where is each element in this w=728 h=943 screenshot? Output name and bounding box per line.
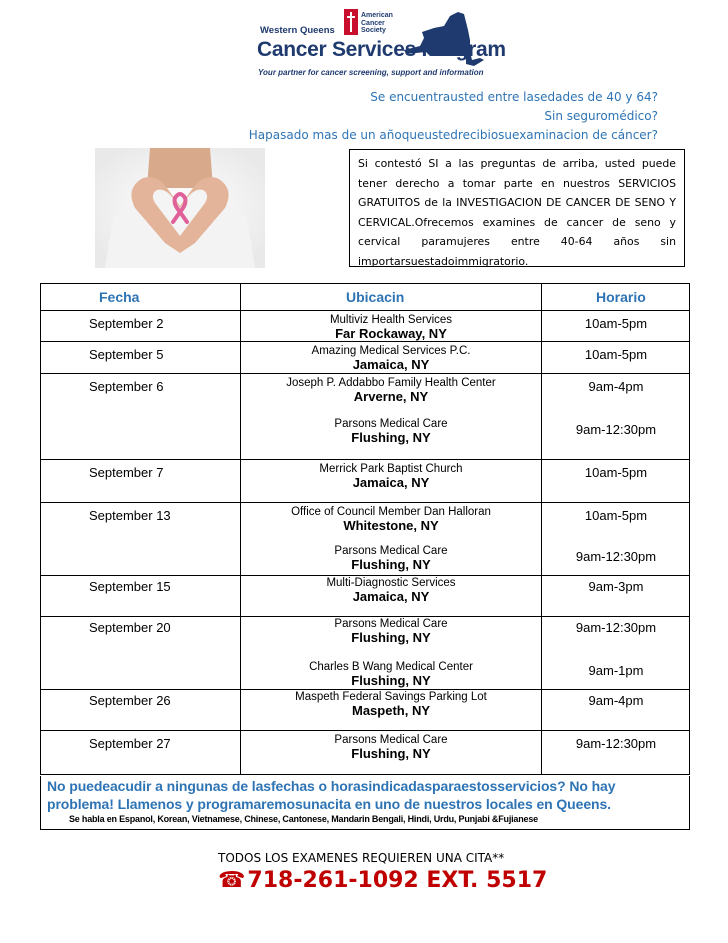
table-row xyxy=(40,576,690,617)
site-name: Parsons Medical Care xyxy=(334,618,448,630)
site-city: Maspeth, NY xyxy=(351,703,430,718)
row-time: 9am-12:30pm xyxy=(575,736,657,751)
row-date: September 20 xyxy=(89,620,171,635)
question-last-exam: Hapasado mas de un añoqueustedrecibiosuexaminacion de cáncer? xyxy=(248,128,658,142)
row-date: September 7 xyxy=(89,465,164,480)
site-name: Joseph P. Addabbo Family Health Center xyxy=(286,377,496,389)
row-location xyxy=(241,418,541,445)
row-location xyxy=(241,545,541,572)
row-time: 9am-12:30pm xyxy=(575,422,657,437)
table-row xyxy=(40,311,690,342)
program-tagline: Your partner for cancer screening, support and information xyxy=(258,68,484,77)
site-city: Flushing, NY xyxy=(351,557,431,572)
row-location xyxy=(241,618,541,645)
row-location xyxy=(241,345,541,372)
site-city: Far Rockaway, NY xyxy=(335,326,447,341)
table-row xyxy=(40,374,690,460)
acs-line-2: Cancer xyxy=(361,19,385,27)
row-location xyxy=(241,661,541,688)
phone-number[interactable]: 718-261-1092 EXT. 5517 xyxy=(247,868,548,893)
row-date: September 26 xyxy=(89,693,171,708)
languages-spoken: Se habla en Espanol, Korean, Vietnamese, Chinese, Cantonese, Mandarin Bengali, Hindi, Urdu, Punjabi &Fujianese xyxy=(69,814,538,824)
acs-line-1: American xyxy=(361,12,393,19)
table-header-row xyxy=(40,283,690,311)
row-date: September 2 xyxy=(89,316,164,331)
logo-org-line: Western Queens xyxy=(260,25,335,36)
row-time: 9am-12:30pm xyxy=(575,549,657,564)
row-time: 9am-4pm xyxy=(588,693,644,708)
row-date: September 13 xyxy=(89,508,171,523)
schedule-table xyxy=(40,283,690,775)
program-logo xyxy=(255,6,506,81)
row-time: 9am-3pm xyxy=(588,579,644,594)
acs-name xyxy=(361,12,393,35)
eligibility-info-box: Si contestó SI a las preguntas de arriba, usted puede tener derecho a tomar parte en nuestros SERVICIOS GRATUITOS de la INVESTIGACION DE CANCER DE SENO Y CERVICAL.Ofrecemos examines de cancer de seno y cervical paramujeres entre 40-64 años sin importarsuestadoimmigratorio. xyxy=(349,149,685,267)
site-city: Arverne, NY xyxy=(353,389,429,404)
date-column-header: Fecha xyxy=(99,289,140,305)
row-time: 10am-5pm xyxy=(584,465,648,480)
site-name: Maspeth Federal Savings Parking Lot xyxy=(295,691,487,703)
phone-number-line xyxy=(218,868,547,893)
telephone-icon: ☎ xyxy=(218,868,246,893)
table-row xyxy=(40,503,690,576)
acs-sword-icon xyxy=(344,9,358,35)
site-city: Flushing, NY xyxy=(351,673,431,688)
question-age: Se encuentrausted entre lasedades de 40 y 64? xyxy=(370,90,658,104)
row-date: September 15 xyxy=(89,579,171,594)
row-location xyxy=(241,377,541,404)
row-location xyxy=(241,463,541,490)
site-city: Jamaica, NY xyxy=(352,475,430,490)
row-date: September 5 xyxy=(89,347,164,362)
program-name: Cancer Services Program xyxy=(257,38,506,61)
table-row xyxy=(40,731,690,775)
site-name: Parsons Medical Care xyxy=(334,418,448,430)
site-city: Jamaica, NY xyxy=(352,357,430,372)
site-city: Flushing, NY xyxy=(351,746,431,761)
alternate-appointment-note xyxy=(40,776,690,830)
site-name: Amazing Medical Services P.C. xyxy=(311,345,471,357)
site-city: Flushing, NY xyxy=(351,430,431,445)
appointment-required-note: TODOS LOS EXAMENES REQUIEREN UNA CITA** xyxy=(218,851,505,865)
site-name: Multiviz Health Services xyxy=(329,314,453,326)
site-name: Merrick Park Baptist Church xyxy=(319,463,463,475)
site-name: Parsons Medical Care xyxy=(334,734,448,746)
site-name: Office of Council Member Dan Halloran xyxy=(291,506,491,518)
date-column-header-cell xyxy=(41,284,241,310)
site-city: Whitestone, NY xyxy=(343,518,439,533)
row-time: 9am-4pm xyxy=(588,379,644,394)
site-name: Parsons Medical Care xyxy=(334,545,448,557)
row-date: September 6 xyxy=(89,379,164,394)
row-date: September 27 xyxy=(89,736,171,751)
row-time: 10am-5pm xyxy=(584,347,648,362)
row-location xyxy=(241,577,541,604)
row-time: 9am-1pm xyxy=(588,663,644,678)
footer-line-1: No puedeacudir a ningunas de lasfechas o horasindicadasparaestosservicios? No hay xyxy=(47,778,616,794)
row-location xyxy=(241,734,541,761)
row-time: 9am-12:30pm xyxy=(575,620,657,635)
table-row xyxy=(40,342,690,374)
time-column-header: Horario xyxy=(596,289,646,305)
row-location xyxy=(241,314,541,341)
site-name: Multi-Diagnostic Services xyxy=(326,577,456,589)
row-time: 10am-5pm xyxy=(584,316,648,331)
footer-line-2: problema! Llamenos y programaremosunacita en uno de nuestros locales en Queens. xyxy=(47,796,611,812)
row-location xyxy=(241,691,541,718)
row-time: 10am-5pm xyxy=(584,508,648,523)
woman-heart-hands-photo xyxy=(95,148,265,268)
question-insurance: Sin seguromédico? xyxy=(544,109,658,123)
acs-line-3: Society xyxy=(361,27,386,34)
site-city: Jamaica, NY xyxy=(352,589,430,604)
table-row xyxy=(40,460,690,503)
site-name: Charles B Wang Medical Center xyxy=(309,661,473,673)
table-row xyxy=(40,690,690,731)
site-city: Flushing, NY xyxy=(351,630,431,645)
location-column-header: Ubicacin xyxy=(346,289,405,305)
row-location xyxy=(241,506,541,533)
table-row xyxy=(40,617,690,690)
